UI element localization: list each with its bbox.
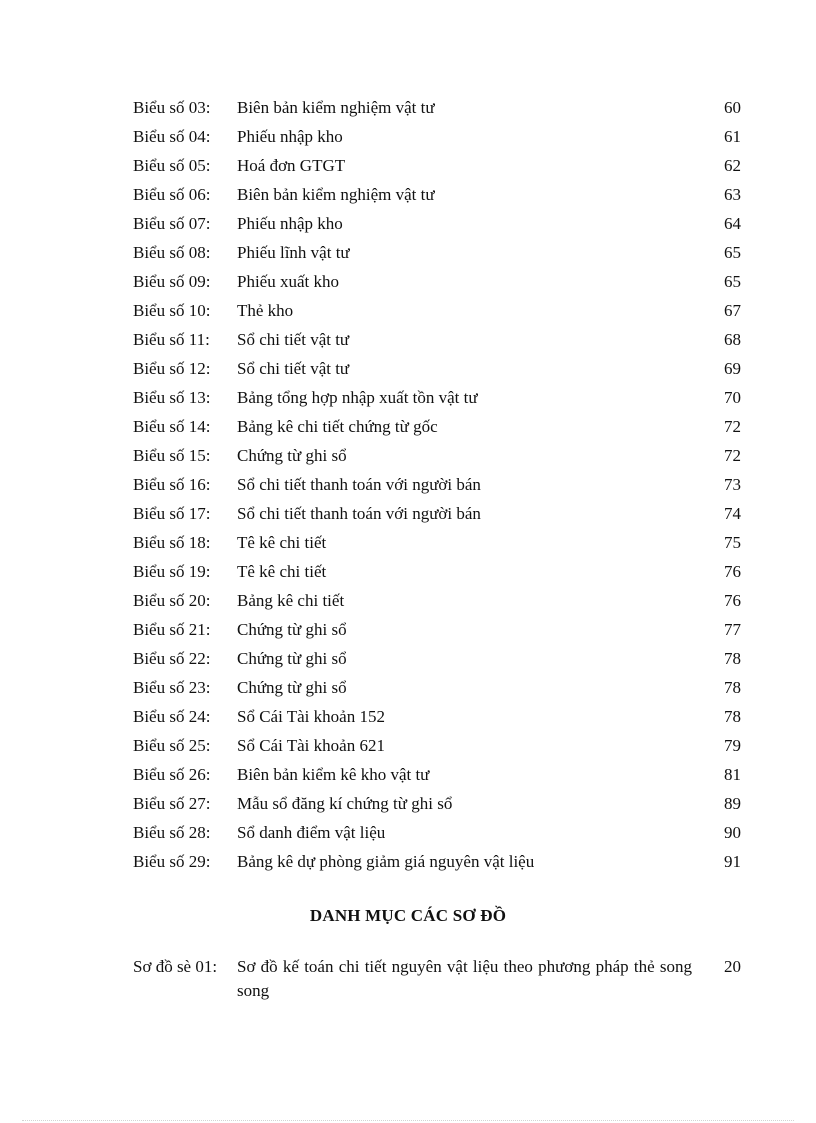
toc-entry-page: 73 (724, 475, 741, 494)
toc-entry (133, 762, 741, 791)
toc-entry (133, 356, 741, 385)
toc-entry (133, 472, 741, 501)
toc-entry-title: Phiếu xuất kho (237, 272, 339, 291)
toc-entry-page: 61 (724, 127, 741, 146)
toc-entry-page: 78 (724, 678, 741, 697)
toc-entry-label: Biểu số 12: (133, 359, 211, 378)
toc-entry (133, 733, 741, 762)
toc-entry-label: Biểu số 06: (133, 185, 211, 204)
toc-entry-page: 79 (724, 736, 741, 755)
toc-entry-page: 70 (724, 388, 741, 407)
toc-entry-label: Biểu số 26: (133, 765, 211, 784)
toc-entry-page: 60 (724, 98, 741, 117)
toc-entry (133, 646, 741, 675)
toc-entry (133, 530, 741, 559)
toc-entry (133, 501, 741, 530)
toc-entry-page: 69 (724, 359, 741, 378)
toc-entry-page: 64 (724, 214, 741, 233)
toc-entry (133, 385, 741, 414)
toc-entry-title: Biên bản kiểm nghiệm vật tư (237, 98, 435, 117)
toc-list (133, 95, 741, 878)
toc-entry-title: Chứng từ ghi sổ (237, 649, 347, 668)
toc-entry (133, 211, 741, 240)
toc-entry-title: Sổ danh điểm vật liệu (237, 823, 386, 842)
toc-entry (133, 153, 741, 182)
toc-entry-label: Biểu số 24: (133, 707, 211, 726)
toc-entry-title: Phiếu nhập kho (237, 214, 343, 233)
toc-entry (133, 559, 741, 588)
toc-entry (133, 124, 741, 153)
toc-entry-label: Biểu số 27: (133, 794, 211, 813)
toc-entry-page: 81 (724, 765, 741, 784)
diagram-entry-label: Sơ đồ sè 01: (133, 957, 218, 976)
toc-entry (133, 182, 741, 211)
toc-entry-label: Biểu số 21: (133, 620, 211, 639)
toc-entry-title: Bảng kê chi tiết chứng từ gốc (237, 417, 438, 436)
toc-entry (133, 269, 741, 298)
toc-entry-title: Sổ chi tiết thanh toán với người bán (237, 504, 481, 523)
toc-entry-page: 77 (724, 620, 741, 639)
toc-entry (133, 95, 741, 124)
toc-entry-page: 63 (724, 185, 741, 204)
toc-entry-page: 72 (724, 446, 741, 465)
toc-entry-title: Chứng từ ghi sổ (237, 446, 347, 465)
toc-entry-title: Tê kê chi tiết (237, 533, 327, 552)
diagram-list-heading: DANH MỤC CÁC SƠ ĐỒ (309, 906, 507, 925)
toc-entry-title: Tê kê chi tiết (237, 562, 327, 581)
toc-entry-title: Sổ Cái Tài khoản 621 (237, 736, 385, 755)
toc-entry-page: 78 (724, 649, 741, 668)
toc-entry (133, 791, 741, 820)
toc-entry-page: 91 (724, 852, 741, 871)
toc-entry-title: Sổ chi tiết vật tư (237, 330, 350, 349)
toc-entry-title: Biên bản kiểm kê kho vật tư (237, 765, 430, 784)
toc-entry (133, 588, 741, 617)
toc-entry-page: 65 (724, 243, 741, 262)
toc-entry-title: Sổ chi tiết thanh toán với người bán (237, 475, 481, 494)
toc-entry-page: 75 (724, 533, 741, 552)
toc-entry-title: Bảng tổng hợp nhập xuất tồn vật tư (237, 388, 478, 407)
toc-entry-label: Biểu số 17: (133, 504, 211, 523)
toc-entry-page: 89 (724, 794, 741, 813)
toc-entry-label: Biểu số 11: (133, 330, 210, 349)
toc-entry-title: Thẻ kho (237, 301, 294, 320)
toc-entry (133, 675, 741, 704)
toc-entry-label: Biểu số 22: (133, 649, 211, 668)
toc-entry-title: Phiếu nhập kho (237, 127, 343, 146)
toc-entry-page: 72 (724, 417, 741, 436)
toc-entry-title: Mẫu sổ đăng kí chứng từ ghi sổ (237, 794, 453, 813)
diagram-entry-page: 20 (724, 957, 741, 976)
toc-entry-page: 74 (724, 504, 741, 523)
toc-entry-label: Biểu số 14: (133, 417, 211, 436)
toc-entry-label: Biểu số 13: (133, 388, 211, 407)
toc-entry (133, 704, 741, 733)
toc-entry-label: Biểu số 18: (133, 533, 211, 552)
toc-entry-title: Hoá đơn GTGT (237, 156, 346, 175)
toc-entry-label: Biểu số 05: (133, 156, 211, 175)
toc-entry-page: 76 (724, 591, 741, 610)
page-bottom-divider (22, 1120, 794, 1121)
diagram-list (133, 955, 741, 1003)
diagram-entry (133, 955, 741, 1003)
toc-entry-title: Bảng kê chi tiết (237, 591, 345, 610)
toc-entry-label: Biểu số 28: (133, 823, 211, 842)
diagram-entry-title: Sơ đồ kế toán chi tiết nguyên vật liệu theo phương pháp thẻ song song (237, 957, 692, 1000)
toc-entry-page: 68 (724, 330, 741, 349)
toc-entry-page: 67 (724, 301, 741, 320)
toc-entry-page: 76 (724, 562, 741, 581)
toc-entry-label: Biểu số 29: (133, 852, 211, 871)
toc-entry-title: Chứng từ ghi sổ (237, 620, 347, 639)
toc-entry-label: Biểu số 15: (133, 446, 211, 465)
toc-entry-label: Biểu số 16: (133, 475, 211, 494)
toc-entry (133, 820, 741, 849)
toc-entry-page: 62 (724, 156, 741, 175)
toc-entry-label: Biểu số 23: (133, 678, 211, 697)
toc-entry-title: Bảng kê dự phòng giảm giá nguyên vật liệu (237, 852, 535, 871)
toc-entry (133, 327, 741, 356)
toc-entry (133, 617, 741, 646)
toc-entry-label: Biểu số 19: (133, 562, 211, 581)
toc-entry-title: Chứng từ ghi sổ (237, 678, 347, 697)
toc-entry-page: 78 (724, 707, 741, 726)
toc-entry (133, 298, 741, 327)
toc-entry-page: 90 (724, 823, 741, 842)
toc-entry-title: Sổ chi tiết vật tư (237, 359, 350, 378)
toc-entry-label: Biểu số 04: (133, 127, 211, 146)
toc-entry-label: Biểu số 25: (133, 736, 211, 755)
toc-entry-title: Sổ Cái Tài khoản 152 (237, 707, 385, 726)
toc-entry-title: Phiếu lĩnh vật tư (237, 243, 350, 262)
toc-entry-title: Biên bản kiểm nghiệm vật tư (237, 185, 435, 204)
toc-entry (133, 240, 741, 269)
toc-entry-page: 65 (724, 272, 741, 291)
toc-entry-label: Biểu số 20: (133, 591, 211, 610)
toc-entry-label: Biểu số 09: (133, 272, 211, 291)
toc-entry-label: Biểu số 03: (133, 98, 211, 117)
toc-entry (133, 849, 741, 878)
toc-entry (133, 414, 741, 443)
toc-entry-label: Biểu số 10: (133, 301, 211, 320)
toc-entry (133, 443, 741, 472)
toc-entry-label: Biểu số 07: (133, 214, 211, 233)
toc-entry-label: Biểu số 08: (133, 243, 211, 262)
